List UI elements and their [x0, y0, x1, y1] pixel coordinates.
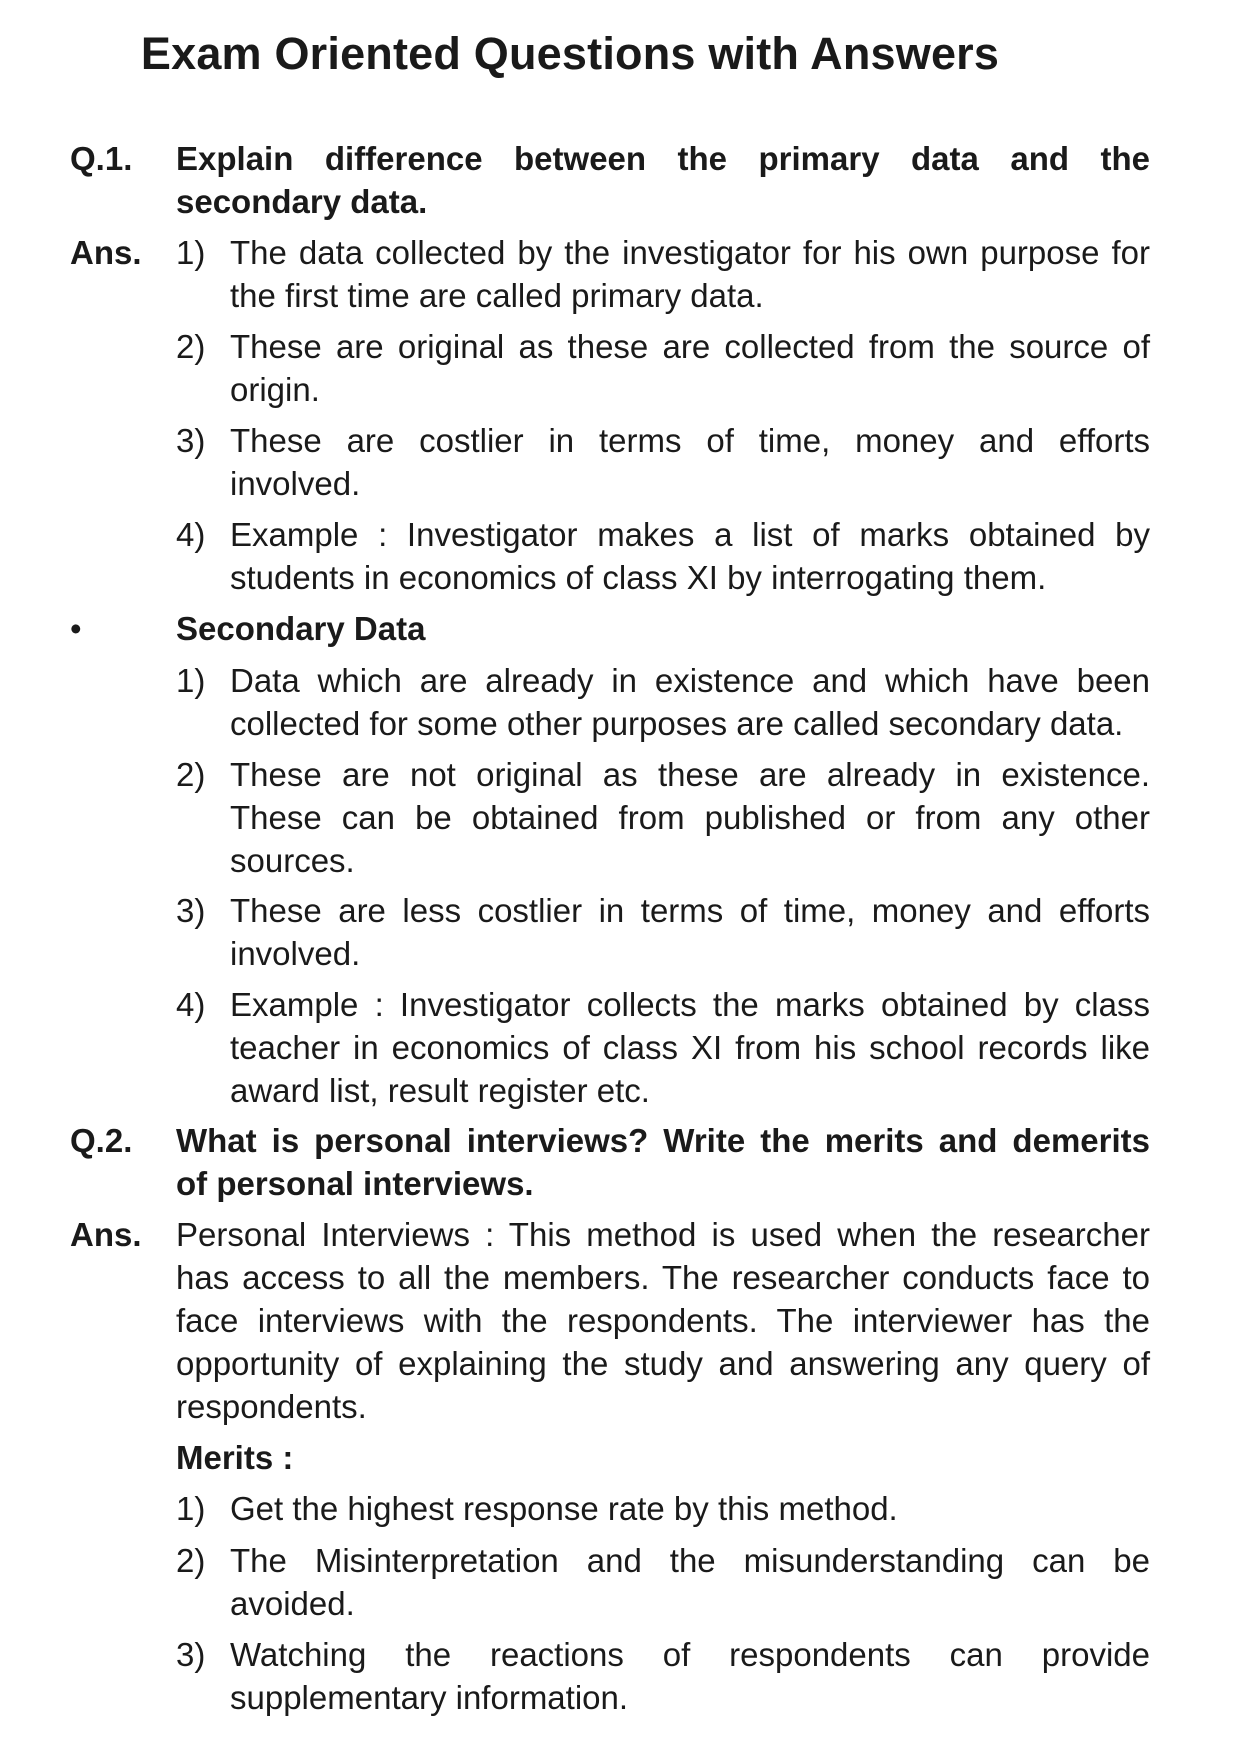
answer-2-text: opportunity of explaining the study and answering any query of [176, 1345, 1150, 1382]
list-item-text: These are less costlier in terms of time, money and efforts [230, 892, 1150, 929]
list-item-text: The Misinterpretation and the misunderstanding can be [230, 1542, 1150, 1579]
list-item-text: the first time are called primary data. [230, 277, 764, 314]
answer-2-text: has access to all the members. The researcher conducts face to [176, 1259, 1150, 1296]
list-item-number: 4) [176, 516, 206, 553]
list-item-text: origin. [230, 371, 320, 408]
list-item-number: 3) [176, 1636, 206, 1673]
page-title: Exam Oriented Questions with Answers [140, 28, 1000, 79]
list-item-number: 2) [176, 328, 206, 365]
list-item-number: 3) [176, 422, 206, 459]
list-item-text: sources. [230, 842, 355, 879]
list-item-number: 3) [176, 892, 206, 929]
question-2-label: Q.2. [70, 1122, 133, 1159]
answer-1-label: Ans. [70, 234, 142, 271]
question-1-label: Q.1. [70, 140, 133, 177]
list-item-number: 1) [176, 662, 206, 699]
list-item-text: Data which are already in existence and which have been [230, 662, 1150, 699]
bullet-icon: • [70, 610, 82, 647]
list-item-number: 2) [176, 756, 206, 793]
answer-2-label: Ans. [70, 1216, 142, 1253]
list-item-text: These are costlier in terms of time, money and efforts [230, 422, 1150, 459]
list-item-text: involved. [230, 935, 361, 972]
list-item-number: 1) [176, 1490, 206, 1527]
list-item-text: These are original as these are collected from the source of [230, 328, 1150, 365]
list-item-text: award list, result register etc. [230, 1072, 650, 1109]
question-2-line-2: of personal interviews. [176, 1165, 534, 1202]
list-item-text: involved. [230, 465, 361, 502]
list-item-text: These are not original as these are already in existence. [230, 756, 1150, 793]
list-item-text: Get the highest response rate by this method. [230, 1490, 898, 1527]
list-item-text: Example : Investigator makes a list of marks obtained by [230, 516, 1150, 553]
section-heading-secondary-data: Secondary Data [176, 610, 426, 647]
answer-2-text: face interviews with the respondents. The interviewer has the [176, 1302, 1150, 1339]
list-item-text: collected for some other purposes are called secondary data. [230, 705, 1124, 742]
question-1-line-2: secondary data. [176, 183, 428, 220]
list-item-text: avoided. [230, 1585, 355, 1622]
question-1-line-1: Explain difference between the primary data and the [176, 140, 1150, 177]
list-item-text: The data collected by the investigator for his own purpose for [230, 234, 1150, 271]
list-item-number: 1) [176, 234, 206, 271]
list-item-text: supplementary information. [230, 1679, 629, 1716]
list-item-text: teacher in economics of class XI from his school records like [230, 1029, 1150, 1066]
list-item-text: These can be obtained from published or from any other [230, 799, 1150, 836]
answer-2-text: respondents. [176, 1388, 367, 1425]
question-2-line-1: What is personal interviews? Write the merits and demerits [176, 1122, 1150, 1159]
merits-heading: Merits : [176, 1439, 294, 1476]
list-item-text: Example : Investigator collects the marks obtained by class [230, 986, 1150, 1023]
list-item-text: students in economics of class XI by interrogating them. [230, 559, 1047, 596]
list-item-number: 2) [176, 1542, 206, 1579]
list-item-text: Watching the reactions of respondents can provide [230, 1636, 1150, 1673]
list-item-number: 4) [176, 986, 206, 1023]
answer-2-text: Personal Interviews : This method is used when the researcher [176, 1216, 1150, 1253]
